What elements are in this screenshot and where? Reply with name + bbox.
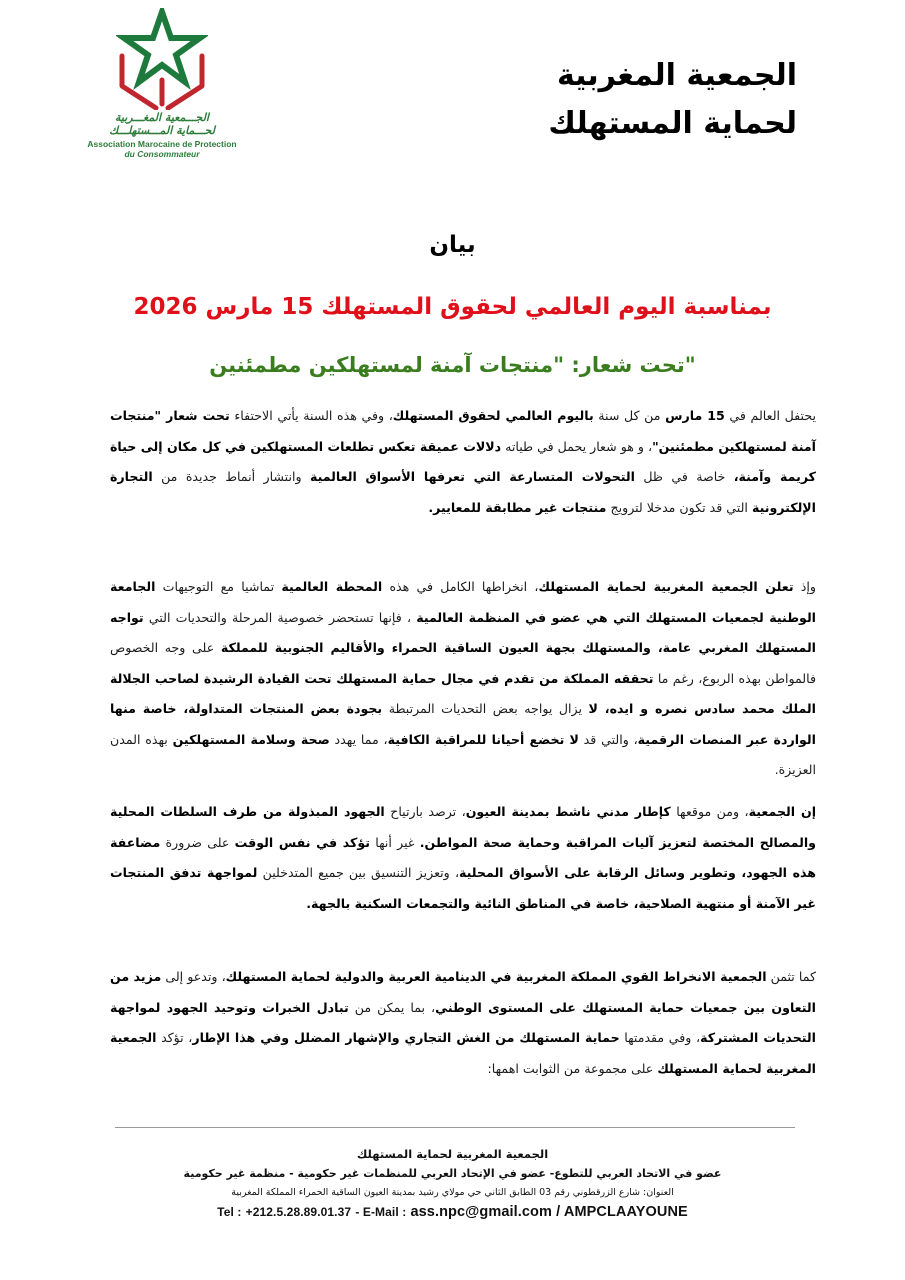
- star-shield-logo-icon: [116, 8, 208, 110]
- emphasized-text: التجارة الإلكترونية: [110, 469, 816, 515]
- emphasized-text: منتجات غير مطابقة للمعايير.: [428, 499, 607, 515]
- paragraph-text: على مجموعة من الثوابت اهمها:: [487, 1060, 658, 1076]
- paragraph-1: [110, 401, 816, 523]
- emphasized-text: كإطار مدني ناشط بمدينة العيون: [465, 804, 671, 819]
- paragraph-text: ، تؤكد: [156, 1030, 193, 1045]
- emphasized-text: تحت شعار "منتجات آمنة لمستهلكين مطمئنين": [110, 408, 817, 454]
- paragraph-text: ، فإنها تستحضر خصوصية المرحلة والتحديات التي: [143, 609, 417, 625]
- emphasized-text: بجودة بعض المنتجات المتداولة، خاصة منها الواردة عبر المنصات الرقمية: [110, 701, 816, 747]
- organization-title-line2: لحماية المستهلك: [548, 106, 797, 141]
- footer-address: العنوان: شارع الزرقطوني رقم 03 الطابق الثاني حي مولاي رشيد بمدينة العيون الساقية الحمراء المملكة المغربية: [231, 1187, 674, 1198]
- emphasized-text: تحققه المملكة من تقدم في مجال حماية المستهلك تحت القيادة الرشيدة لصاحب الجلالة الملك محمد سادس نصره و ايده، لا: [110, 670, 816, 716]
- emphasized-text: 15 مارس: [665, 408, 725, 423]
- logo-arabic-line2: لحـــماية المـــستهلـــك: [109, 124, 215, 137]
- paragraph-text: ، ومن موقعها: [670, 804, 749, 819]
- association-logo: [72, 8, 252, 168]
- paragraph-text: على ضرورة: [160, 834, 235, 850]
- paragraph-text: يزال يواجه بعض التحديات المرتبطة: [382, 701, 589, 716]
- footer-org-name: الجمعية المغربية لحماية المستهلك: [356, 1147, 549, 1161]
- logo-french-line2: du Consommateur: [124, 149, 200, 159]
- emphasized-text: الجمعية الانخراط القوي المملكة المغربية في الدينامية العربية والدولية لحماية المستهلك: [225, 969, 767, 984]
- emphasized-text: دلالات عميقة تعكس تطلعات المستهلكين في كل مكان إلى حياة كريمة وآمنة،: [110, 438, 816, 484]
- paragraph-text: ، وتدعو إلى: [161, 969, 226, 984]
- emphasized-text: تواجه المستهلك المغربي عامة، والمستهلك بجهة العيون الساقية الحمراء والأقاليم الجنوبية للمملكة: [110, 609, 816, 655]
- email-link[interactable]: ass.npc@gmail.com: [410, 1204, 553, 1220]
- paragraph-2: [110, 572, 816, 786]
- paragraph-text: من كل سنة: [593, 408, 666, 423]
- paragraph-text: وانتشار أنماط جديدة من: [152, 469, 310, 484]
- occasion-heading: بمناسبة اليوم العالمي لحقوق المستهلك 15 مارس 2026: [133, 294, 772, 320]
- paragraph-text: تماشيا مع التوجيهات: [155, 579, 282, 594]
- paragraph-text: ، وفي مقدمتها: [619, 1030, 701, 1045]
- paragraph-3: [110, 797, 816, 919]
- emphasized-text: تعلن الجمعية المغربية لحماية المستهلك: [538, 579, 794, 594]
- paragraph-text: بهذه المدن العزيزة.: [110, 731, 816, 777]
- emphasized-text: حماية المستهلك من الغش التجاري والإشهار المضلل وفي هذا الإطار: [192, 1030, 620, 1045]
- paragraph-text: كما تثمن: [766, 969, 817, 984]
- emphasized-text: باليوم العالمي لحقوق المستهلك: [392, 408, 594, 423]
- logo-arabic-line1: الجـــمعية المغـــربية: [115, 111, 209, 124]
- organization-title: [477, 52, 797, 148]
- emphasized-text: الجهود المبذولة من طرف السلطات المحلية والمصالح المختصة لتعزيز آليات المراقبة وحماية صحة المواطن.: [110, 804, 816, 850]
- paragraph-text: ، وفي هذه السنة يأتي الاحتفاء: [229, 408, 393, 423]
- paragraph-text: ، انخراطها الكامل في هذه: [382, 579, 539, 594]
- slogan-heading: "تحت شعار: "منتجات آمنة لمستهلكين مطمئنين: [209, 353, 696, 377]
- emphasized-text: مزيد من التعاون بين جمعيات حماية المستهلك على المستوى الوطني: [110, 969, 816, 1015]
- emphasized-text: لمواجهة تدفق المنتجات غير الآمنة أو منتهية الصلاحية، خاصة في المناطق النائية والتجمعات السكنية بالجهة.: [110, 865, 816, 911]
- emphasized-text: إن الجمعية: [748, 804, 817, 819]
- emphasized-text: لا تخضع أحيانا للمراقبة الكافية: [387, 731, 579, 747]
- footer-membership: عضو في الاتحاد العربي للتطوع- عضو في الإتحاد العربي للمنظمات غير حكومية - منظمة غير حكومية: [183, 1167, 722, 1180]
- paragraph-text: غير أنها: [369, 834, 420, 850]
- emphasized-text: المحطة العالمية: [281, 579, 383, 594]
- emphasized-text: التحولات المتسارعة التي تعرفها الأسواق العالمية: [309, 469, 635, 484]
- paragraph-text: ، بما يمكن من: [348, 999, 436, 1015]
- logo-french-line1: Association Marocaine de Protection: [87, 139, 237, 149]
- organization-title-line1: الجمعية المغربية: [556, 58, 797, 93]
- emphasized-text: مضاعفة هذه الجهود، وتطوير وسائل الرقابة على الأسواق المحلية: [110, 834, 817, 880]
- social-handle: / AMPCLAAYOUNE: [556, 1204, 688, 1220]
- paragraph-text: ، و هو شعار يحمل في طياته: [501, 438, 653, 454]
- emphasized-text: تبادل الخبرات وتوحيد الجهود لمواجهة التحديات المشتركة: [110, 999, 816, 1045]
- footer-contact: [0, 1204, 905, 1220]
- paragraph-text: خاصة في ظل: [634, 469, 734, 484]
- emphasized-text: الجمعية المغربية لحماية المستهلك: [110, 1030, 816, 1076]
- statement-title: بيان: [429, 232, 476, 258]
- paragraph-text: ، وتعزيز التنسيق بين جميع المتدخلين: [257, 865, 460, 880]
- paragraph-text: التي قد تكون مدخلا لترويج: [606, 499, 752, 515]
- tel-label: Tel :: [217, 1205, 242, 1219]
- paragraph-text: ، مما يهدد: [329, 731, 388, 747]
- paragraph-4: [110, 962, 816, 1084]
- email-label: - E-Mail :: [355, 1205, 407, 1219]
- footer-divider: [115, 1127, 795, 1128]
- paragraph-text: على وجه الخصوص فالمواطن بهذه الربوع، رغم ما: [110, 640, 816, 686]
- tel-number: +212.5.28.89.01.37: [245, 1205, 352, 1219]
- emphasized-text: تؤكد في نفس الوقت: [234, 834, 370, 850]
- emphasized-text: الجامعة الوطنية لجمعيات المستهلك التي هي عضو في المنظمة العالمية: [110, 579, 816, 625]
- emphasized-text: صحة وسلامة المستهلكين: [172, 731, 330, 747]
- paragraph-text: وإذ: [793, 579, 816, 594]
- paragraph-text: ، والتي قد: [578, 731, 638, 747]
- paragraph-text: يحتفل العالم في: [724, 408, 816, 423]
- paragraph-text: ، ترصد بارتياح: [384, 804, 466, 819]
